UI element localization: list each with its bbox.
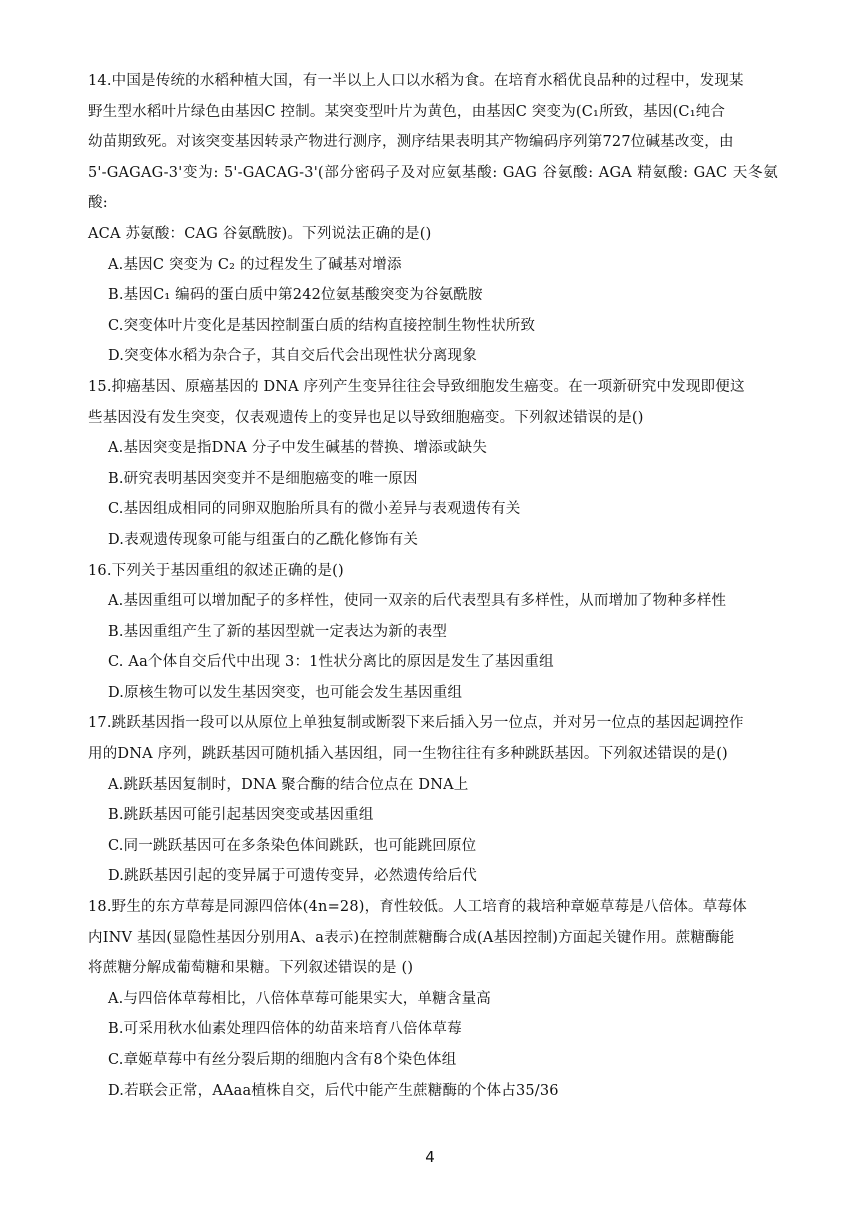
question-14-stem-line-1: 14.中国是传统的水稻种植大国，有一半以上人口以水稻为食。在培育水稻优良品种的过程中，发现某 [88, 73, 744, 89]
question-18-option-a: A.与四倍体草莓相比，八倍体草莓可能果实大，单糖含量高 [108, 990, 491, 1007]
question-14-stem-line-3: 幼苗期致死。对该突变基因转录产物进行测序，测序结果表明其产物编码序列第727位碱基改变，由 [88, 134, 734, 151]
question-17-option-d: D.跳跃基因引起的变异属于可遗传变异，必然遗传给后代 [108, 868, 477, 885]
question-17-stem-line-2: 用的DNA 序列，跳跃基因可随机插入基因组，同一生物往往有多种跳跃基因。下列叙述错误的是() [88, 746, 728, 763]
question-16-option-d: D.原核生物可以发生基因突变，也可能会发生基因重组 [108, 684, 463, 701]
question-17-option-a: A.跳跃基因复制时，DNA 聚合酶的结合位点在 DNA上 [108, 776, 469, 793]
question-17 [88, 708, 778, 892]
question-14-stem-line-5: ACA 苏氨酸：CAG 谷氨酰胺)。下列说法正确的是() [88, 225, 432, 242]
question-list [88, 66, 778, 1106]
question-14-option-b: B.基因C₁ 编码的蛋白质中第242位氨基酸突变为谷氨酰胺 [108, 287, 483, 304]
question-15-option-a: A.基因突变是指DNA 分子中发生碱基的替换、增添或缺失 [108, 440, 488, 457]
question-17-option-c: C.同一跳跃基因可在多条染色体间跳跃，也可能跳回原位 [108, 837, 477, 854]
question-14-option-a: A.基因C 突变为 C₂ 的过程发生了碱基对增添 [108, 256, 402, 273]
question-18-option-b: B.可采用秋水仙素处理四倍体的幼苗来培育八倍体草莓 [108, 1021, 462, 1038]
question-16-option-c: C. Aa个体自交后代中出现 3：1性状分离比的原因是发生了基因重组 [108, 654, 554, 671]
question-15 [88, 372, 778, 556]
question-15-option-d: D.表观遗传现象可能与组蛋白的乙酰化修饰有关 [108, 531, 419, 548]
question-16 [88, 556, 778, 709]
question-16-stem-line-1: 16.下列关于基因重组的叙述正确的是() [88, 562, 344, 579]
question-14-option-d: D.突变体水稻为杂合子，其自交后代会出现性状分离现象 [108, 348, 477, 365]
question-14-stem-line-4: 5'-GAGAG-3'变为: 5'-GACAG-3'(部分密码子及对应氨基酸: GAG 谷氨酸: AGA 精氨酸: GAC 天冬氨酸: [88, 164, 778, 212]
question-16-option-b: B.基因重组产生了新的基因型就一定表达为新的表型 [108, 623, 448, 640]
question-15-stem-line-2: 些基因没有发生突变，仅表观遗传上的变异也足以导致细胞癌变。下列叙述错误的是() [88, 409, 644, 426]
question-18-stem-line-1: 18.野生的东方草莓是同源四倍体(4n=28)，育性较低。人工培育的栽培种章姬草莓是八倍体。草莓体 [88, 899, 747, 916]
question-14-stem-line-2: 野生型水稻叶片绿色由基因C 控制。某突变型叶片为黄色，由基因C 突变为(C₁所致，基因(C₁纯合 [88, 103, 726, 120]
question-15-option-b: B.研究表明基因突变并不是细胞癌变的唯一原因 [108, 470, 418, 487]
question-14 [88, 66, 778, 372]
question-17-stem-line-1: 17.跳跃基因指一段可以从原位上单独复制或断裂下来后插入另一位点，并对另一位点的基因起调控作 [88, 715, 744, 732]
question-17-option-b: B.跳跃基因可能引起基因突变或基因重组 [108, 807, 374, 824]
question-18-stem-line-3: 将蔗糖分解成葡萄糖和果糖。下列叙述错误的是 () [88, 960, 414, 977]
question-16-option-a: A.基因重组可以增加配子的多样性，使同一双亲的后代表型具有多样性，从而增加了物种多样性 [108, 593, 727, 610]
question-14-option-c: C.突变体叶片变化是基因控制蛋白质的结构直接控制生物性状所致 [108, 317, 536, 334]
question-15-stem-line-1: 15.抑癌基因、原癌基因的 DNA 序列产生变异往往会导致细胞发生癌变。在一项新研究中发现即便这 [88, 378, 745, 395]
question-18-option-d: D.若联会正常，AAaa植株自交，后代中能产生蔗糖酶的个体占35/36 [108, 1082, 559, 1099]
question-18-option-c: C.章姬草莓中有丝分裂后期的细胞内含有8个染色体组 [108, 1052, 457, 1068]
question-15-option-c: C.基因组成相同的同卵双胞胎所具有的微小差异与表观遗传有关 [108, 501, 521, 518]
question-18-stem-line-2: 内INV 基因(显隐性基因分别用A、a表示)在控制蔗糖酶合成(A基因控制)方面起关键作用。蔗糖酶能 [88, 929, 735, 946]
page-number: 4 [425, 1148, 435, 1166]
question-18 [88, 892, 778, 1106]
